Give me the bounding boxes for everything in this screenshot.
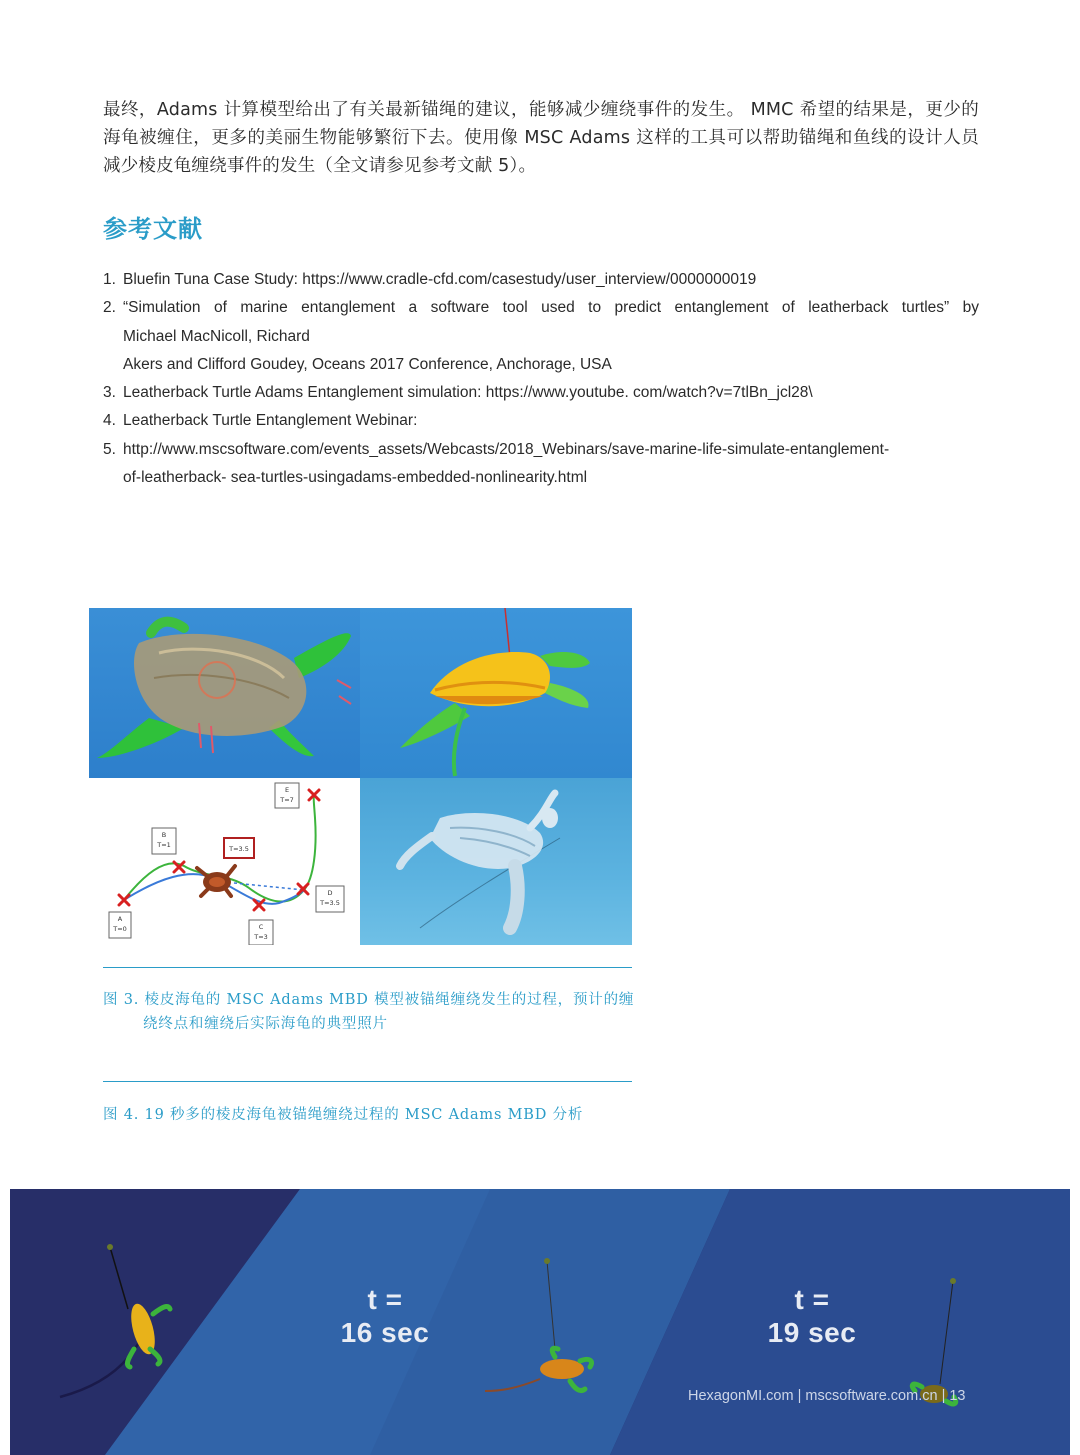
diagram-label-d-time: T=3.5	[320, 899, 340, 907]
turtle-model-render-1	[89, 608, 360, 778]
reference-item	[103, 407, 979, 435]
intro-paragraph	[103, 96, 979, 180]
reference-text: of-leatherback- sea-turtles-usingadams-embedded-nonlinearity.html	[123, 469, 588, 487]
references-list	[103, 266, 979, 492]
reference-item	[103, 436, 979, 493]
time-label-16	[310, 1283, 460, 1349]
diagram-label-c: C	[258, 923, 264, 931]
diagram-label-d: D	[327, 889, 333, 897]
reference-text: Bluefin Tuna Case Study: https://www.cradle-cfd.com/casestudy/user_interview/0000000019	[123, 271, 757, 288]
turtle-underwater-photo	[360, 778, 632, 945]
diagram-label-a-time: T=0	[113, 925, 127, 933]
time-label-line: t =	[794, 1284, 830, 1315]
reference-number: 1.	[103, 271, 116, 288]
reference-item	[103, 294, 979, 379]
reference-item	[103, 379, 979, 407]
diagram-label-b-time: T=1	[157, 841, 171, 849]
time-label-line: 16 sec	[340, 1317, 430, 1348]
reference-number: 5.	[103, 440, 116, 458]
entanglement-path-diagram	[89, 778, 360, 945]
diagram-label-a: A	[117, 915, 123, 923]
reference-text: http://www.mscsoftware.com/events_assets/Webcasts/2018_Webinars/save-marine-life-simulate-entanglement-	[123, 440, 890, 458]
diagram-label-e: E	[284, 786, 290, 794]
figure-3-caption	[103, 988, 638, 1036]
turtle-model-render-2	[360, 608, 632, 778]
caption-rule	[103, 967, 632, 968]
figure-3-caption-line: 绕终点和缠绕后实际海龟的典型照片	[143, 1016, 388, 1032]
page-footer: HexagonMI.com | mscsoftware.com.cn | 13	[688, 1388, 966, 1404]
reference-number: 3.	[103, 384, 116, 402]
time-label-line: 19 sec	[767, 1317, 857, 1348]
reference-text: Leatherback Turtle Adams Entanglement simulation: https://www.youtube. com/watch?v=7tlBn_jcl28\	[123, 384, 813, 402]
reference-text: Leatherback Turtle Entanglement Webinar:	[123, 412, 418, 430]
time-label-19	[737, 1283, 887, 1349]
reference-item	[103, 266, 979, 294]
reference-number: 2.	[103, 299, 116, 317]
diagram-label-e-time: T=7	[280, 796, 294, 804]
simulation-timeline-banner	[10, 1189, 1070, 1455]
intro-line: 最终，Adams 计算模型给出了有关最新锚绳的建议，能够减少缠绕事件的发生。 MMC 希望的结果是，更少的海	[103, 100, 979, 148]
figure-3-caption-line: 图 3. 棱皮海龟的 MSC Adams MBD 模型被锚绳缠绕发生的过程，预计的缠	[103, 992, 635, 1008]
reference-text: Akers and Clifford Goudey, Oceans 2017 Conference, Anchorage, USA	[123, 355, 612, 373]
intro-line: 棱皮龟缠绕事件的发生（全文请参见参考文献 5）。	[138, 156, 537, 176]
time-label-line: t =	[367, 1284, 403, 1315]
diagram-label-b: B	[161, 831, 167, 839]
figure-4-caption: 图 4. 19 秒多的棱皮海龟被锚绳缠绕过程的 MSC Adams MBD 分析	[103, 1107, 584, 1123]
diagram-label-c-time: T=3	[254, 933, 268, 941]
reference-number: 4.	[103, 412, 116, 430]
intro-line: 龟被缠住，更多的美丽生物能够繁衍下去。使用像 MSC Adams 这样的工具可以帮助锚绳和鱼线的设计人员减少	[103, 128, 979, 176]
references-heading: 参考文献	[103, 214, 203, 243]
reference-text: “Simulation of marine entanglement a software tool used to predict entanglement of leatherback turtles” by	[123, 299, 979, 317]
caption-rule	[103, 1081, 632, 1082]
reference-text: Michael MacNicoll, Richard	[123, 327, 310, 345]
figure-3-image-grid	[89, 608, 632, 945]
diagram-label-turtle-time: T=3.5	[229, 845, 249, 853]
